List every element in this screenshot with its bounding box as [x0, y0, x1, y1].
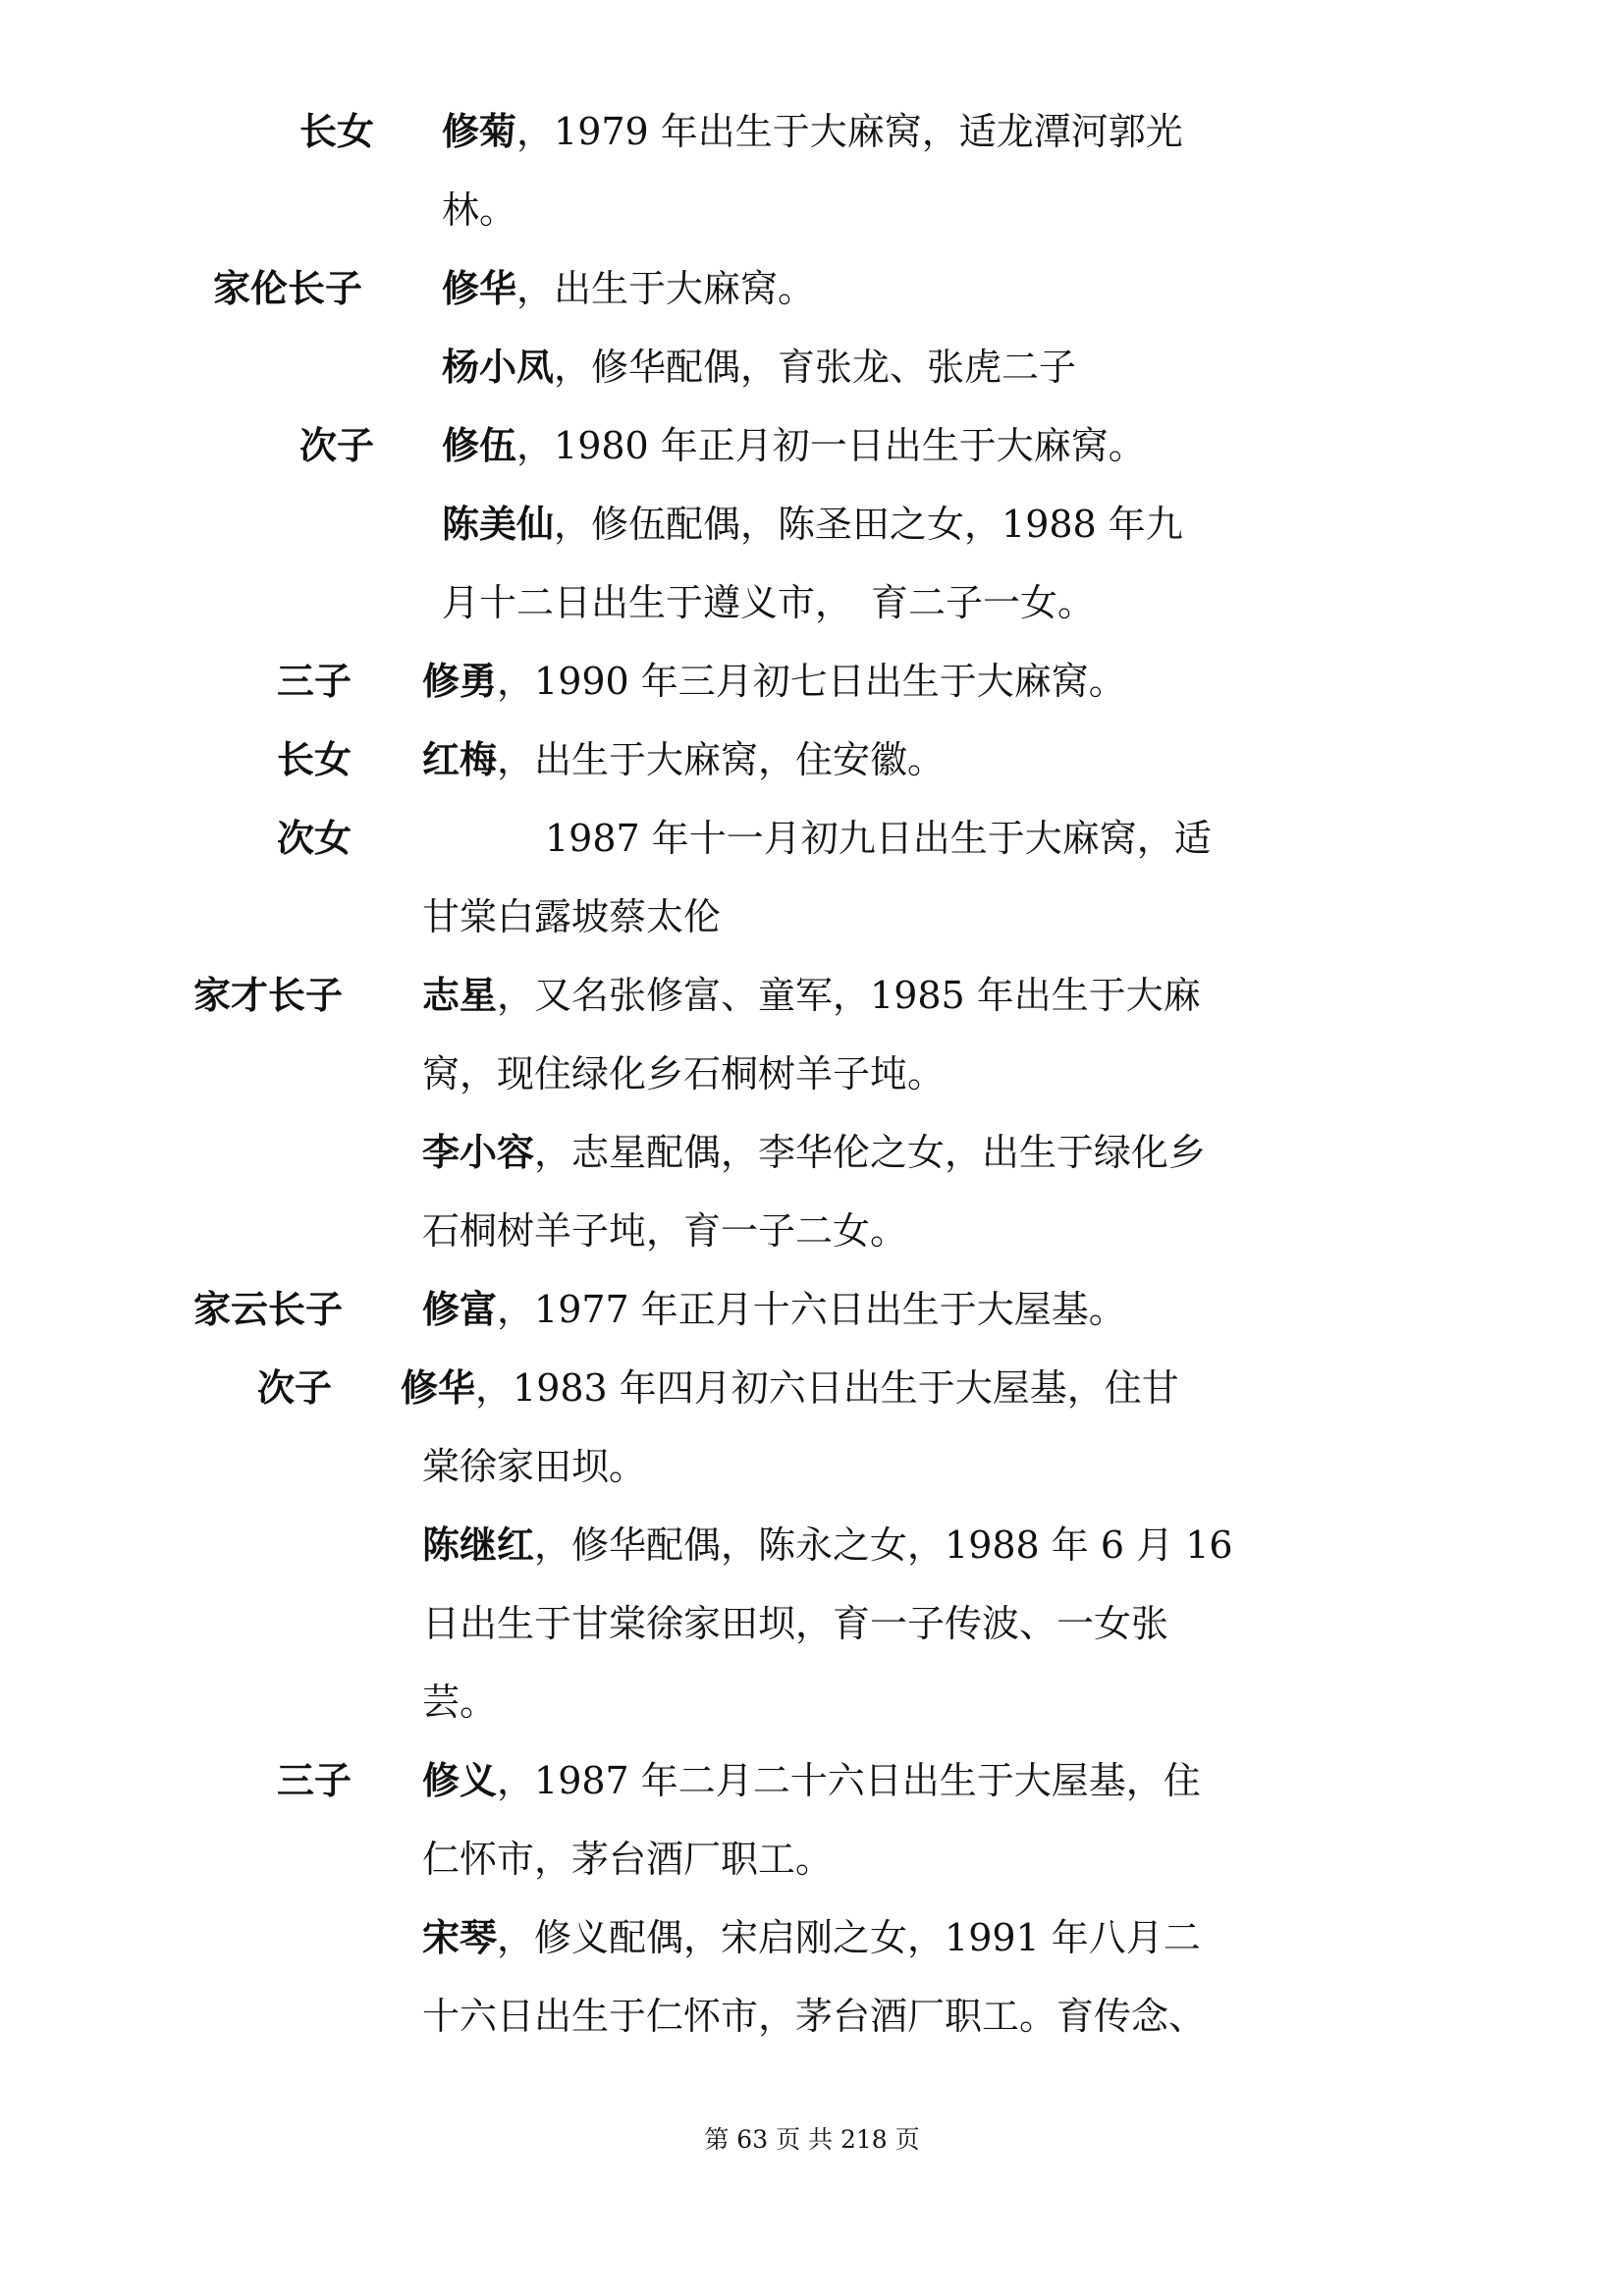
- person-name: 陈美仙: [442, 503, 555, 546]
- entry-text: ，修义配偶，宋启刚之女，1991 年八月二: [497, 1916, 1201, 1959]
- entry-text: 十六日出生于仁怀市，茅台酒厂职工。育传念、: [422, 1995, 1207, 2038]
- person-name: 修勇: [422, 660, 498, 703]
- entry-text-line: [442, 346, 1076, 389]
- relation-label: 次子: [257, 1366, 333, 1410]
- entry-text: 1987 年十一月初九日出生于大麻窝，适: [545, 817, 1212, 860]
- person-name: 志星: [422, 974, 498, 1017]
- entry-text-line: [422, 1602, 1168, 1645]
- person-name: 修华: [442, 267, 517, 310]
- relation-label: 次子: [299, 424, 375, 467]
- relation-label: 家伦长子: [213, 267, 363, 310]
- entry-text: ，修华配偶，育张龙、张虎二子: [554, 346, 1077, 389]
- entry-text: 芸。: [422, 1681, 498, 1724]
- entry-text: ，修华配偶，陈永之女，1988 年 6 月 16: [534, 1523, 1233, 1567]
- person-name: 修伍: [442, 424, 517, 467]
- entry-text: 石桐树羊子坉，育一子二女。: [422, 1209, 908, 1253]
- entry-text-line: [442, 424, 1146, 467]
- person-name: 陈继红: [422, 1523, 535, 1567]
- entry-text-line: [422, 895, 721, 938]
- entry-text: ，修伍配偶，陈圣田之女，1988 年九: [554, 503, 1183, 546]
- entry-text-line: [545, 817, 1212, 860]
- entry-text: ，1983 年四月初六日出生于大屋基，住甘: [475, 1366, 1179, 1410]
- relation-label: 三子: [277, 660, 352, 703]
- person-name: 宋琴: [422, 1916, 498, 1959]
- entry-text: ，1980 年正月初一日出生于大麻窝。: [516, 424, 1146, 467]
- entry-text: 月十二日出生于遵义市， 育二子一女。: [442, 581, 1096, 624]
- entry-text: ，志星配偶，李华伦之女，出生于绿化乡: [534, 1131, 1207, 1174]
- relation-label: 家云长子: [193, 1288, 344, 1331]
- entry-text-line: [422, 974, 1201, 1017]
- entry-text-line: [401, 1366, 1179, 1410]
- entry-text-line: [442, 581, 1095, 624]
- entry-text-line: [422, 1288, 1126, 1331]
- relation-label: 次女: [277, 817, 352, 860]
- entry-text-line: [422, 1681, 497, 1724]
- person-name: 李小容: [422, 1131, 535, 1174]
- entry-text: 棠徐家田坝。: [422, 1445, 647, 1488]
- person-name: 杨小凤: [442, 346, 555, 389]
- entry-text-line: [442, 188, 516, 232]
- person-name: 修富: [422, 1288, 498, 1331]
- entry-text: 日出生于甘棠徐家田坝，育一子传波、一女张: [422, 1602, 1169, 1645]
- entry-text: ，出生于大麻窝，住安徽。: [497, 738, 946, 781]
- entry-text: 林。: [442, 188, 517, 232]
- entry-text-line: [422, 660, 1126, 703]
- entry-text-line: [422, 1523, 1233, 1567]
- entry-text: 甘棠白露坡蔡太伦: [422, 895, 722, 938]
- entry-text: ，1990 年三月初七日出生于大麻窝。: [497, 660, 1126, 703]
- page-footer: 第 63 页 共 218 页: [704, 2125, 920, 2154]
- entry-text: 仁怀市，茅台酒厂职工。: [422, 1838, 834, 1881]
- entry-text-line: [442, 110, 1183, 153]
- entry-text-line: [442, 503, 1183, 546]
- entry-text: 窝，现住绿化乡石桐树羊子坉。: [422, 1052, 946, 1095]
- relation-label: 长女: [277, 738, 352, 781]
- entry-text: ，1977 年正月十六日出生于大屋基。: [497, 1288, 1126, 1331]
- entry-text-line: [422, 1759, 1201, 1802]
- person-name: 修义: [422, 1759, 498, 1802]
- relation-label: 长女: [299, 110, 375, 153]
- entry-text: ，1987 年二月二十六日出生于大屋基，住: [497, 1759, 1201, 1802]
- entry-text-line: [422, 1052, 945, 1095]
- entry-text: ，出生于大麻窝。: [516, 267, 816, 310]
- entry-text-line: [422, 738, 945, 781]
- entry-text-line: [422, 1995, 1206, 2038]
- relation-label: 家才长子: [193, 974, 344, 1017]
- entry-text-line: [442, 267, 815, 310]
- entry-text-line: [422, 1445, 646, 1488]
- person-name: 修菊: [442, 110, 517, 153]
- entry-text-line: [422, 1209, 907, 1253]
- person-name: 修华: [401, 1366, 476, 1410]
- entry-text-line: [422, 1916, 1201, 1959]
- entry-text-line: [422, 1131, 1206, 1174]
- entry-text: ，1979 年出生于大麻窝，适龙潭河郭光: [516, 110, 1183, 153]
- relation-label: 三子: [277, 1759, 352, 1802]
- entry-text: ，又名张修富、童军，1985 年出生于大麻: [497, 974, 1201, 1017]
- entry-text-line: [422, 1838, 833, 1881]
- person-name: 红梅: [422, 738, 498, 781]
